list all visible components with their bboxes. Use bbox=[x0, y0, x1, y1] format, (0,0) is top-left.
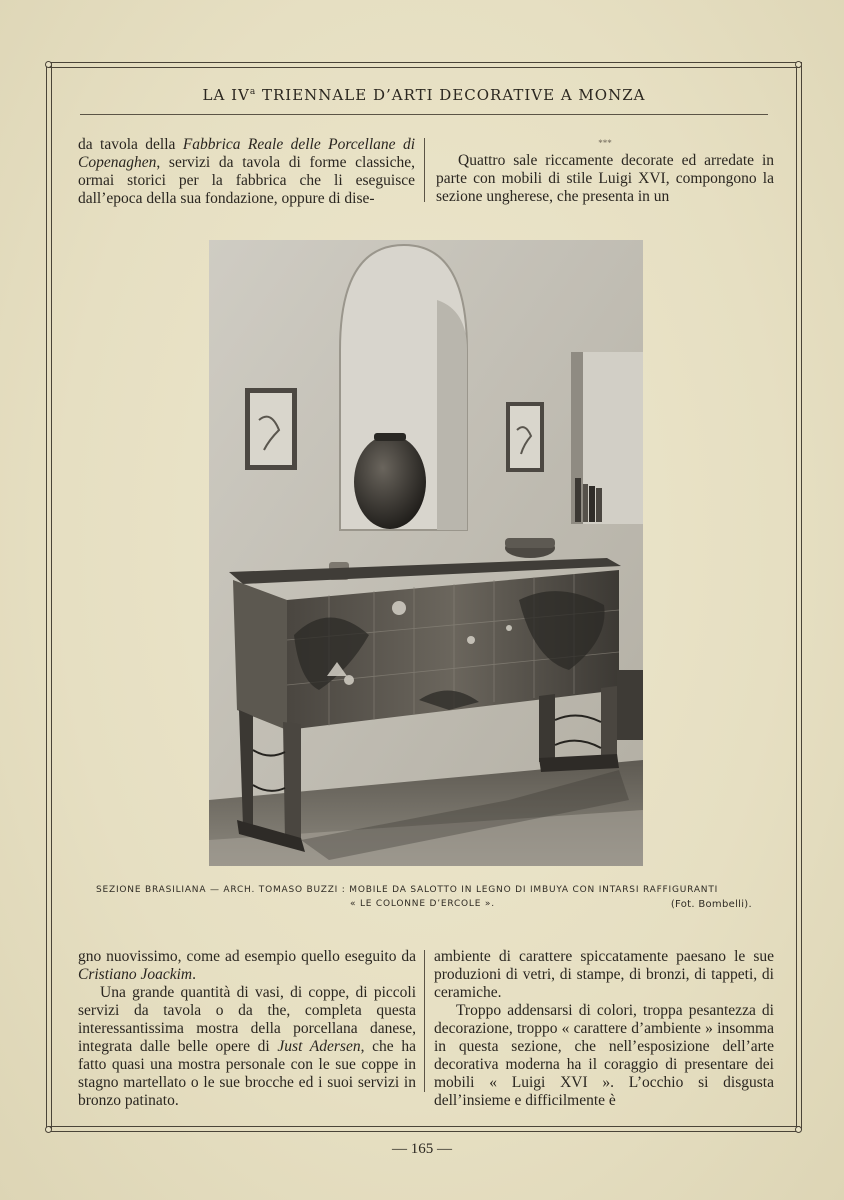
header-rule bbox=[80, 114, 768, 115]
frame-corner-ornament bbox=[45, 1126, 52, 1133]
frame-left-rule bbox=[46, 62, 52, 1130]
frame-corner-ornament bbox=[795, 1126, 802, 1133]
frame-top-rule bbox=[48, 62, 800, 68]
photo-caption bbox=[96, 885, 756, 913]
column-divider bbox=[424, 950, 425, 1092]
photograph-sideboard bbox=[209, 240, 643, 866]
frame-right-rule bbox=[796, 62, 802, 1130]
text-column-left-bottom: gno nuovissimo, come ad esempio quello eseguito da Cristiano Joackim. Una grande quantità di vasi, di coppe, di piccoli servizi da tavola o da the, completa questa interessantissima mostra della porcellana danese, integrata dalle belle opere di Just Adersen, che ha fatto quasi una mostra personale con le sue coppe in stagno martellato o le sue brocche ed i suoi servizi in bronzo patinato. bbox=[78, 948, 417, 1109]
page-number: — 165 — bbox=[392, 1141, 452, 1157]
section-asterism: *** bbox=[598, 138, 612, 148]
running-header: LA $IV^a$ TRIENNALE D’ARTI DECORATIVE A MONZA bbox=[202, 86, 646, 104]
frame-corner-ornament bbox=[795, 61, 802, 68]
text-column-left-top: da tavola della Fabbrica Reale delle Porcellane di Copenaghen, servizi da tavola di forme classiche, ormai storici per la fabbrica che li eseguisce dall’epoca della sua fondazione, oppure di dise- bbox=[78, 136, 416, 207]
photo-credit: (Fot. Bombelli). bbox=[670, 899, 752, 910]
caption-subtitle: « LE COLONNE D’ERCOLE ». bbox=[350, 899, 495, 909]
text-column-right-bottom: ambiente di carattere spiccatamente paesano le sue produzioni di vetri, di stampe, di bronzi, di tappeti, di ceramiche. Troppo addensarsi di colori, troppa pesantezza di decorazione, troppo « carattere d’ambiente » insomma in questa sezione, che nell’esposizione dell’arte decorativa moderna ha il coraggio di presentare dei mobili « Luigi XVI ». L’occhio si disgusta dell’insieme e difficilmente è bbox=[434, 948, 774, 1109]
frame-bottom-rule bbox=[48, 1126, 800, 1132]
frame-corner-ornament bbox=[45, 61, 52, 68]
column-divider bbox=[424, 138, 425, 202]
text-column-right-top: *** Quattro sale riccamente decorate ed arredate in parte con mobili di stile Luigi XVI, compongono la sezione ungherese, che presenta in un bbox=[436, 138, 774, 205]
caption-line: SEZIONE BRASILIANA — ARCH. TOMASO BUZZI : MOBILE DA SALOTTO IN LEGNO DI IMBUYA CON INTARSI RAFFIGURANTI bbox=[96, 885, 719, 895]
photograph-illustration bbox=[209, 240, 643, 866]
